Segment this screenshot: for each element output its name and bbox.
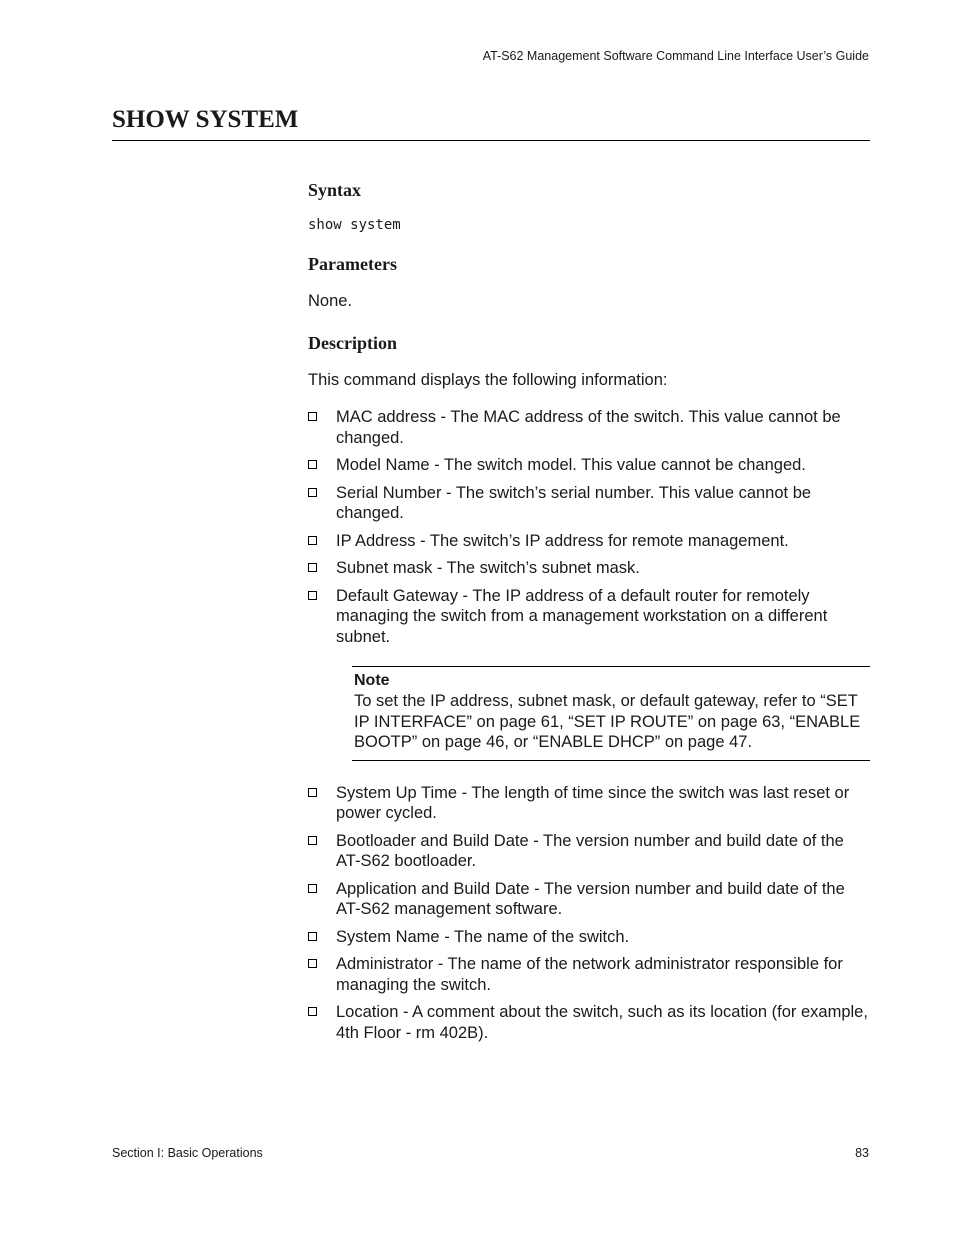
list-item <box>308 483 870 524</box>
description-intro: This command displays the following information: <box>308 371 668 389</box>
list-item <box>308 531 870 552</box>
checkbox-bullet-icon <box>308 412 317 421</box>
list-item-text: MAC address - The MAC address of the switch. This value cannot be changed. <box>336 408 841 447</box>
list-item <box>308 586 870 648</box>
list-item <box>308 455 870 476</box>
list-item-text: Application and Build Date - The version number and build date of the AT-S62 management software. <box>336 879 845 918</box>
footer-section: Section I: Basic Operations <box>112 1146 263 1160</box>
info-list-after-note <box>308 783 870 1044</box>
list-item <box>308 783 870 824</box>
checkbox-bullet-icon <box>308 959 317 968</box>
checkbox-bullet-icon <box>308 563 317 572</box>
checkbox-bullet-icon <box>308 788 317 797</box>
note-body: To set the IP address, subnet mask, or default gateway, refer to “SET IP INTERFACE” on page 61, “SET IP ROUTE” on page 63, “ENABLE BOOTP” on page 46, or “ENABLE DHCP” on page 47. <box>354 692 861 751</box>
list-item-text: IP Address - The switch’s IP address for remote management. <box>336 531 789 550</box>
title-divider <box>112 140 870 141</box>
checkbox-bullet-icon <box>308 488 317 497</box>
main-content <box>308 178 870 1050</box>
checkbox-bullet-icon <box>308 836 317 845</box>
syntax-heading: Syntax <box>308 180 362 200</box>
list-item-text: Bootloader and Build Date - The version number and build date of the AT-S62 bootloader. <box>336 831 844 870</box>
list-item <box>308 927 870 948</box>
syntax-code: show system <box>308 217 401 233</box>
list-item-text: Serial Number - The switch’s serial number. This value cannot be changed. <box>336 483 812 522</box>
list-item-text: Subnet mask - The switch’s subnet mask. <box>336 559 640 577</box>
list-item-text: Administrator - The name of the network administrator responsible for managing the switch. <box>336 955 843 994</box>
list-item <box>308 407 870 448</box>
footer-page-number: 83 <box>855 1146 869 1160</box>
info-list-before-note <box>308 407 870 647</box>
parameters-text: None. <box>308 292 353 310</box>
page-title: SHOW SYSTEM <box>112 106 299 133</box>
description-heading: Description <box>308 333 397 353</box>
list-item-text: System Name - The name of the switch. <box>336 927 630 946</box>
list-item <box>308 879 870 920</box>
list-item <box>308 954 870 995</box>
checkbox-bullet-icon <box>308 536 317 545</box>
checkbox-bullet-icon <box>308 591 317 600</box>
checkbox-bullet-icon <box>308 1007 317 1016</box>
checkbox-bullet-icon <box>308 884 317 893</box>
list-item-text: Location - A comment about the switch, such as its location (for example, 4th Floor - rm 402B). <box>336 1003 868 1042</box>
checkbox-bullet-icon <box>308 460 317 469</box>
list-item <box>308 1002 870 1043</box>
list-item <box>308 831 870 872</box>
running-header: AT-S62 Management Software Command Line Interface User’s Guide <box>482 49 869 63</box>
note-box <box>352 666 870 761</box>
note-title: Note <box>354 672 390 689</box>
parameters-heading: Parameters <box>308 254 397 274</box>
list-item <box>308 558 870 579</box>
list-item-text: Model Name - The switch model. This value cannot be changed. <box>336 456 806 474</box>
list-item-text: Default Gateway - The IP address of a default router for remotely managing the switch from a management workstation on a different subnet. <box>336 586 828 646</box>
list-item-text: System Up Time - The length of time since the switch was last reset or power cycled. <box>336 783 850 822</box>
checkbox-bullet-icon <box>308 932 317 941</box>
